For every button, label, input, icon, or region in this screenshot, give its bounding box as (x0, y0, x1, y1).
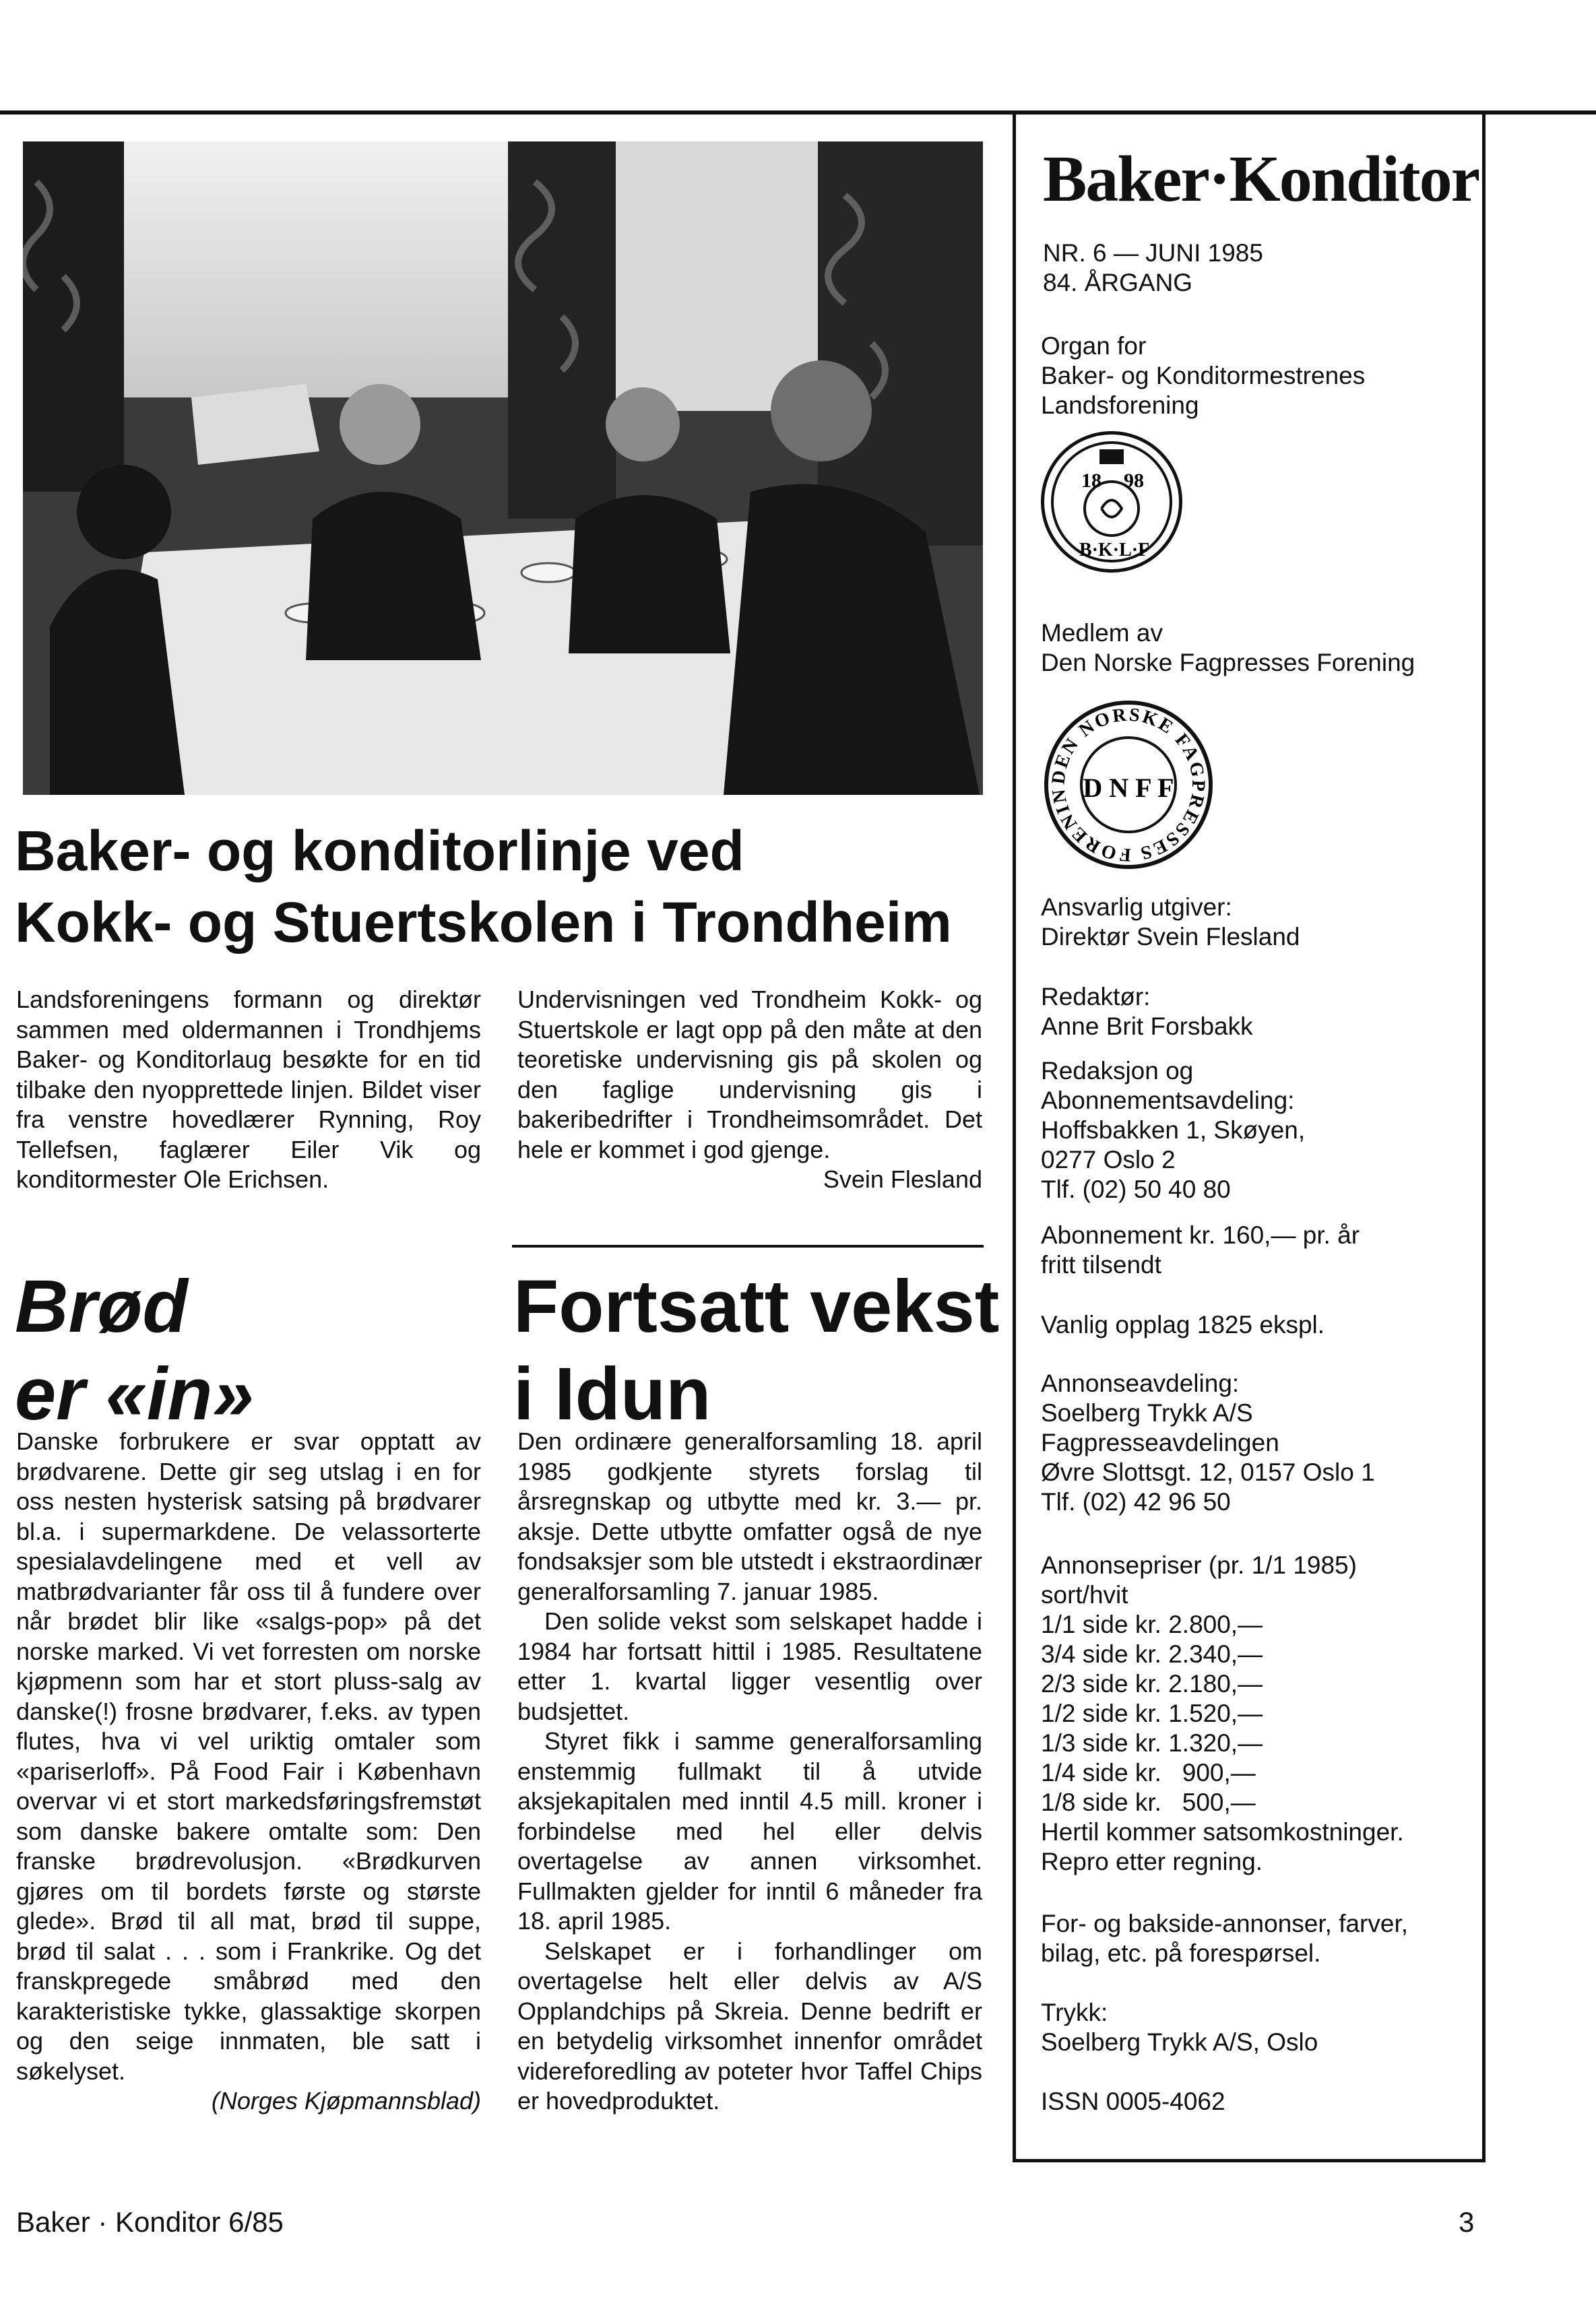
caption-text: Landsforeningens formann og direktør sammen med oldermannen i Trondhjems Baker- og Konditorlaug besøkte for en tid tilbake den nyopprettede linjen. Bildet viser fra venstre hovedlærer Rynning, Roy Tellefsen, faglærer Eiler Vik og konditormester Ole Erichsen. (16, 986, 481, 1193)
ad-prices-block (1041, 1551, 1459, 1877)
article2-source: (Norges Kjøpmannsblad) (211, 2087, 481, 2115)
print-line: Soelberg Trykk A/S, Oslo (1041, 2028, 1318, 2056)
subscription-line: fritt tilsendt (1041, 1251, 1161, 1279)
office-line: Redaksjon og (1041, 1057, 1194, 1085)
paragraph: Den solide vekst som selskapet hadde i 1984 har fortsatt hittil i 1985. Resultatene etter 1. kvartal ligger vesentlig over budsjettet. (517, 1607, 982, 1725)
ad-price-line: 1/2 side kr. 1.520,— (1041, 1700, 1263, 1727)
ads-dept-block (1041, 1369, 1459, 1517)
office-line: Abonnementsavdeling: (1041, 1087, 1295, 1114)
headline-line: Brød (15, 1265, 188, 1348)
member-line: Den Norske Fagpresses Forening (1041, 649, 1415, 676)
circulation-block (1041, 1310, 1459, 1340)
masthead-title: Baker·Konditor (1043, 143, 1479, 216)
print-line: Trykk: (1041, 1999, 1108, 2026)
organ-block (1041, 331, 1459, 420)
ads-dept-line: Soelberg Trykk A/S (1041, 1399, 1253, 1427)
article2-headline (15, 1263, 486, 1438)
ad-price-line: 1/4 side kr. 900,— (1041, 1759, 1256, 1786)
ad-price-line: Repro etter regning. (1041, 1848, 1263, 1875)
headline-line: Kokk- og Stuertskolen i Trondheim (15, 891, 952, 954)
office-line: Tlf. (02) 50 40 80 (1041, 1175, 1231, 1203)
issn-line: ISSN 0005-4062 (1041, 2088, 1225, 2115)
office-line: Hoffsbakken 1, Skøyen, (1041, 1116, 1306, 1144)
ads-dept-line: Tlf. (02) 42 96 50 (1041, 1488, 1231, 1516)
office-line: 0277 Oslo 2 (1041, 1146, 1176, 1173)
body-text: Undervisningen ved Trondheim Kokk- og Stuertskole er lagt opp på den måte at den teoretiske undervisning gis på skolen og den faglige undervisning gis i bakeribedrifter i Trondheimsområdet. Det hele er kommet i god gjenge. (517, 986, 982, 1163)
ad-price-line: 3/4 side kr. 2.340,— (1041, 1640, 1263, 1668)
subscription-line: Abonnement kr. 160,— pr. år (1041, 1221, 1360, 1249)
editor-label: Redaktør: (1041, 983, 1151, 1010)
seal-initials: B·K·L·F (1079, 540, 1150, 560)
colors-line: For- og bakside-annonser, farver, (1041, 1910, 1409, 1937)
member-line: Medlem av (1041, 619, 1163, 647)
colors-block (1041, 1909, 1459, 1968)
ad-price-line: Hertil kommer satsomkostninger. (1041, 1818, 1404, 1846)
article3-body (517, 1427, 982, 2117)
seal-year-right: 98 (1124, 470, 1144, 492)
ad-price-line: sort/hvit (1041, 1581, 1128, 1609)
footer-publication: Baker · Konditor 6/85 (16, 2206, 284, 2238)
issn-block (1041, 2087, 1459, 2117)
ads-dept-line: Øvre Slottsgt. 12, 0157 Oslo 1 (1041, 1458, 1375, 1486)
paragraph: Den ordinære generalforsamling 18. april 1985 godkjente styrets forslag til årsregnskap og utbytte med kr. 3.— pr. aksje. Dette utbytte omfatter også de nye fondsaksjer som ble utstedt i ekstraordinær generalforsamling 7. januar 1985. (517, 1427, 982, 1605)
seal-year-left: 18 (1081, 470, 1102, 492)
organ-line: Baker- og Konditormestrenes (1041, 362, 1366, 389)
ads-dept-line: Fagpresseavdelingen (1041, 1429, 1279, 1456)
article2-body (16, 1427, 481, 2117)
ad-price-line: 1/1 side kr. 2.800,— (1041, 1611, 1263, 1638)
body-text: Danske forbrukere er svar opptatt av brødvarene. Dette gir seg utslag i en for oss nesten hysterisk satsing på brødvarer bl.a. i supermarkdene. De velassorterte spesialavdelingene med et vell av matbrødvarianter får oss til å fundere over når brødet blir like «salgs-pop» på det norske marked. Vi vet forresten om norske kjøpmenn som har et stort pluss-salg av danske(!) frosne brødvarer, f.eks. av typen flutes, hva vi vel uriktig omtaler som «pariserloff». På Food Fair i København overvar vi et stort markedsføringsfremstøt som danske bakere omtalte som: Den franske brødrevolusjon. «Brødkurven gjøres om til bordets første og største glede». Brød til all mat, brød til suppe, brød til salat . . . som i Frankrike. Og det franskpregede småbrød med den karakteristiske tykke, glassaktige skorpen og den seige innmaten, ble satt i søkelyset. (16, 1427, 481, 2085)
organ-line: Organ for (1041, 332, 1147, 360)
article1-body (517, 985, 982, 1195)
page-number: 3 (1459, 2206, 1475, 2238)
editor-name: Anne Brit Forsbakk (1041, 1012, 1253, 1040)
issue-number: NR. 6 — JUNI 1985 (1043, 239, 1263, 267)
seal-ring-text: DEN NORSKE FAGPRESSES FORENIN (1048, 704, 1209, 866)
bklf-seal-icon (1044, 434, 1179, 569)
member-block (1041, 618, 1459, 678)
headline-line: Baker- og konditorlinje ved (15, 819, 744, 882)
editor-block (1041, 982, 1459, 1041)
seal-center: D N F F (1083, 773, 1174, 803)
ads-dept-line: Annonseavdeling: (1041, 1369, 1240, 1397)
headline-line: i Idun (513, 1353, 711, 1436)
publisher-label: Ansvarlig utgiver: (1041, 893, 1232, 921)
headline-line: Fortsatt vekst (513, 1265, 1000, 1348)
article3-headline (513, 1263, 1012, 1438)
paragraph: Selskapet er i forhandlinger om overtagelse helt eller delvis av A/S Opplandchips på Skreia. Denne bedrift er en betydelig virksomhet innenfor området videreforedling av poteter hvor Taffel Chips er hovedproduktet. (517, 1937, 982, 2115)
bklf-seal (1041, 431, 1182, 573)
article1-headline (15, 815, 1005, 958)
paragraph: Styret fikk i samme generalforsamling enstemmig fullmakt til å utvide aksjekapitalen med inntil 4.5 mill. kroner i forbindelse med hel eller delvis overtagelse av annen virksomhet. Fullmakten gjelder for inntil 6 måneder fra 18. april 1985. (517, 1727, 982, 1935)
headline-line: er «in» (15, 1353, 254, 1436)
article1-caption (16, 985, 481, 1195)
article1-author: Svein Flesland (823, 1165, 982, 1193)
subscription-block (1041, 1221, 1459, 1280)
photo-illustration (23, 141, 983, 795)
ad-price-line: Annonsepriser (pr. 1/1 1985) (1041, 1551, 1357, 1579)
photo-teachers-at-table (23, 141, 983, 795)
office-block (1041, 1056, 1459, 1204)
publisher-name: Direktør Svein Flesland (1041, 923, 1300, 950)
ad-price-line: 1/8 side kr. 500,— (1041, 1788, 1256, 1816)
dnff-seal-icon (1041, 697, 1216, 872)
ad-price-line: 2/3 side kr. 2.180,— (1041, 1670, 1263, 1698)
section-rule (512, 1245, 984, 1248)
dnff-seal (1041, 697, 1216, 872)
volume: 84. ÅRGANG (1043, 269, 1193, 296)
organ-line: Landsforening (1041, 391, 1199, 419)
publisher-block (1041, 893, 1459, 952)
circulation-line: Vanlig opplag 1825 ekspl. (1041, 1311, 1325, 1339)
ad-price-line: 1/3 side kr. 1.320,— (1041, 1729, 1263, 1757)
colors-line: bilag, etc. på forespørsel. (1041, 1939, 1321, 1967)
print-block (1041, 1998, 1459, 2057)
